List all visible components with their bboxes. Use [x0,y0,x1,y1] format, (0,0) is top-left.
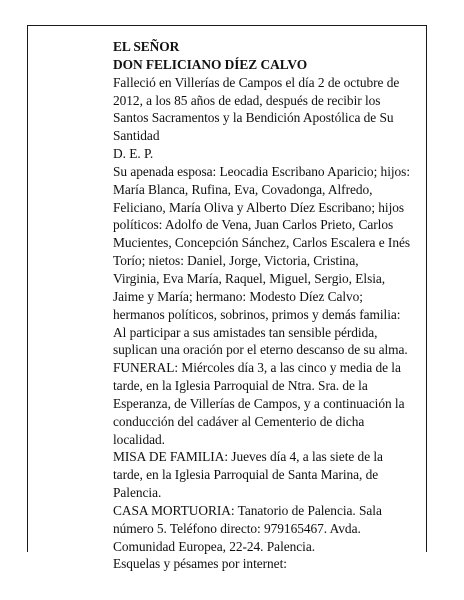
text-line: Feliciano, María Oliva y Alberto Díez Escribano; hijos [113,199,405,215]
text-line: Su apenada esposa: Leocadia Escribano Aparicio; hijos: [113,163,411,179]
notice-border-left [27,25,28,552]
text-line: Comunidad Europea, 22-24. Palencia. [113,538,316,554]
online-condolences: Esquelas y pésames por internet: [113,556,287,572]
text-line: 2012, a los 85 años de edad, después de recibir los [113,92,381,108]
text-line: tarde, en la Iglesia Parroquial de Santa Marina, de [113,467,379,483]
notice-border-top [27,25,427,26]
text-line: políticos: Adolfo de Vena, Juan Carlos Prieto, Carlos [113,217,394,233]
text-line: suplican una oración por el eterno descanso de su alma. [113,342,408,358]
text-line: FUNERAL: Miércoles día 3, a las cinco y media de la [113,360,401,376]
text-line: Torío; nietos: Daniel, Jorge, Victoria, Cristina, [113,253,359,269]
text-line: Mucientes, Concepción Sánchez, Carlos Escalera e Inés [113,235,411,251]
family-list [113,163,433,324]
text-line: Palencia. [113,485,162,501]
text-line: Virginia, Eva María, Raquel, Miguel, Sergio, Elsia, [113,270,386,286]
rest-in-peace: D. E. P. [113,146,154,162]
family-mass-details [113,448,433,502]
text-line: CASA MORTUORIA: Tanatorio de Palencia. Sala [113,502,382,518]
text-line: hermanos políticos, sobrinos, primos y demás familia: [113,306,401,322]
text-line: Santos Sacramentos y la Bendición Apostólica de Su [113,110,394,126]
text-line: Al participar a sus amistades tan sensible pérdida, [113,324,378,340]
obituary-title: EL SEÑOR [113,39,180,54]
text-line: tarde, en la Iglesia Parroquial de Ntra. Sra. de la [113,378,368,394]
text-line: Falleció en Villerías de Campos el día 2 de octubre de [113,74,400,90]
text-line: conducción del cadáver al Cementerio de dicha [113,413,365,429]
text-line: número 5. Teléfono directo: 979165467. Avda. [113,520,361,536]
text-line: localidad. [113,431,165,447]
text-line: Santidad [113,128,160,144]
funeral-details [113,359,433,448]
text-line: María Blanca, Rufina, Eva, Covadonga, Alfredo, [113,181,373,197]
obituary-notice [113,38,433,573]
prayer-request [113,324,433,360]
death-announcement [113,74,433,145]
text-line: Esperanza, de Villerías de Campos, y a continuación la [113,395,405,411]
text-line: Jaime y María; hermano: Modesto Díez Calvo; [113,288,363,304]
funeral-home-details [113,502,433,556]
text-line: MISA DE FAMILIA: Jueves día 4, a las siete de la [113,449,383,465]
deceased-name: DON FELICIANO DÍEZ CALVO [113,56,308,72]
